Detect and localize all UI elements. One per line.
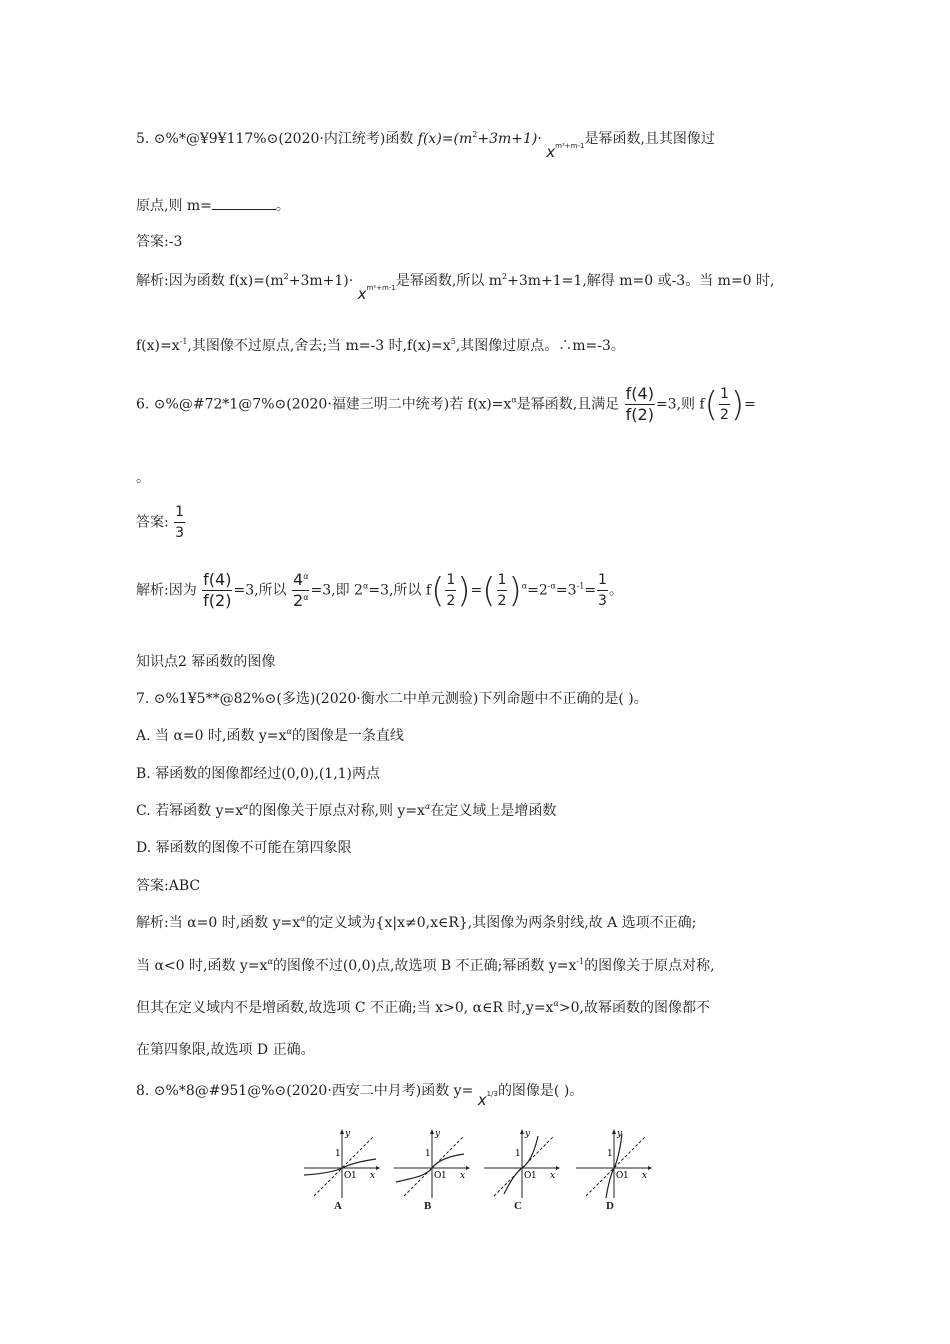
y-arrow bbox=[520, 1129, 524, 1134]
numerator bbox=[292, 570, 309, 591]
text: 解析:因为 bbox=[136, 582, 197, 599]
text: 当 α<0 时,函数 y=x bbox=[136, 958, 268, 974]
text: +3m+1)· bbox=[288, 273, 354, 289]
q5-analysis-2 bbox=[136, 336, 625, 356]
paren: ( bbox=[482, 570, 496, 611]
numerator: 1 bbox=[174, 502, 185, 523]
text: = bbox=[744, 396, 756, 413]
denominator bbox=[292, 591, 309, 611]
y-arrow bbox=[340, 1129, 344, 1134]
text: C. 若幂函数 y=x bbox=[136, 803, 244, 819]
text: 的图像关于原点对称,则 y=x bbox=[248, 803, 425, 819]
text: 的定义域为{x|x≠0,x∈R},其图像为两条射线,故 A 选项不正确; bbox=[305, 915, 697, 931]
sup: 2 bbox=[472, 130, 478, 139]
x-arrow bbox=[556, 1166, 560, 1170]
paren: ( bbox=[431, 570, 445, 611]
sup: 2 bbox=[502, 272, 508, 281]
text: =3,所以 f bbox=[368, 582, 432, 599]
period: 。 bbox=[275, 198, 290, 214]
q6-answer bbox=[136, 502, 186, 543]
q5-analysis-1 bbox=[136, 270, 775, 303]
denominator: 3 bbox=[175, 525, 185, 541]
exponent: m²+m-1 bbox=[366, 284, 396, 292]
answer-fraction bbox=[174, 502, 185, 543]
sup: α bbox=[303, 593, 309, 602]
fraction bbox=[292, 570, 309, 611]
tick-label: 1 bbox=[441, 1171, 447, 1181]
tick-label: 1 bbox=[607, 1149, 613, 1159]
q6-head: 6. ⊙%@#72*1@7%⊙(2020·福建三明二中统考)若 f(x)=x bbox=[136, 396, 512, 413]
denominator: 3 bbox=[598, 593, 607, 609]
sup: α bbox=[511, 395, 517, 405]
denominator: 2 bbox=[719, 407, 729, 423]
q6-line1 bbox=[136, 384, 756, 425]
tick-label: 1 bbox=[531, 1171, 537, 1181]
denominator: 2 bbox=[497, 593, 507, 609]
denominator: f(2) bbox=[625, 405, 654, 424]
sup: α bbox=[362, 581, 369, 591]
text: 的图像是( )。 bbox=[497, 1083, 584, 1099]
graph-option-b[interactable] bbox=[390, 1128, 470, 1218]
dashed-line bbox=[586, 1136, 646, 1196]
option-label: D bbox=[606, 1200, 614, 1212]
text: 的图像关于原点对称, bbox=[584, 958, 715, 974]
x-arrow bbox=[648, 1166, 652, 1170]
q7-analysis-3 bbox=[136, 998, 710, 1018]
text: +3m+1=1,解得 m=0 或-3。当 m=0 时, bbox=[507, 273, 775, 289]
numerator: 1 bbox=[497, 570, 508, 591]
text: 2 bbox=[293, 591, 304, 610]
q7-option-b[interactable]: B. 幂函数的图像都经过(0,0),(1,1)两点 bbox=[136, 766, 381, 782]
axis-label-y: y bbox=[345, 1129, 351, 1139]
q6-period: 。 bbox=[136, 470, 150, 486]
text: 4 bbox=[293, 570, 304, 589]
axis-label-y: y bbox=[617, 1129, 623, 1139]
q6-analysis bbox=[136, 570, 623, 611]
graph-a-svg bbox=[300, 1128, 380, 1200]
section-heading: 知识点2 幂函数的图像 bbox=[136, 654, 276, 670]
q5-power bbox=[546, 143, 584, 161]
origin-label: O bbox=[434, 1171, 442, 1181]
q5-ana-power bbox=[358, 285, 396, 303]
origin-label: O bbox=[616, 1171, 624, 1181]
text: =3,则 f bbox=[655, 396, 705, 413]
x-base: x bbox=[357, 285, 367, 303]
tick-label: 1 bbox=[515, 1149, 521, 1159]
paren: ) bbox=[457, 570, 471, 611]
paren: ) bbox=[730, 384, 745, 425]
q8-head bbox=[136, 1080, 584, 1109]
origin-label: O bbox=[344, 1171, 352, 1181]
denominator: f(2) bbox=[203, 591, 232, 610]
x-base: x bbox=[477, 1091, 487, 1109]
sup: α bbox=[286, 727, 292, 736]
q8-power bbox=[478, 1091, 498, 1109]
graph-c-svg bbox=[480, 1128, 560, 1200]
text: =2 bbox=[527, 582, 548, 599]
fraction bbox=[597, 570, 608, 611]
option-label: C bbox=[514, 1200, 522, 1212]
origin-label: O bbox=[524, 1171, 532, 1181]
tick-label: 1 bbox=[623, 1171, 629, 1181]
fraction bbox=[625, 384, 655, 425]
sup: α bbox=[303, 572, 309, 581]
text: 是幂函数,所以 m bbox=[395, 273, 503, 289]
text: 是幂函数,且满足 bbox=[516, 396, 620, 413]
text: = bbox=[584, 582, 597, 599]
q5-fx: f(x)=(m bbox=[417, 131, 473, 147]
sup: 5 bbox=[450, 337, 456, 346]
q8-graph-options bbox=[300, 1128, 652, 1218]
text: 在定义域上是增函数 bbox=[430, 803, 557, 819]
option-label: A bbox=[334, 1200, 342, 1212]
q7-analysis-1 bbox=[136, 913, 696, 933]
fraction bbox=[202, 570, 232, 611]
text: 解析:因为函数 f(x)=(m bbox=[136, 273, 284, 289]
dashed-line bbox=[314, 1136, 374, 1196]
paren: ) bbox=[508, 570, 522, 611]
sup: α bbox=[243, 802, 249, 811]
axis-label-y: y bbox=[525, 1129, 531, 1139]
text: ,其图像过原点。∴m=-3。 bbox=[455, 338, 625, 354]
graph-option-d[interactable] bbox=[572, 1128, 652, 1218]
x-arrow bbox=[376, 1166, 380, 1170]
fraction bbox=[719, 384, 730, 425]
text: =3,即 2 bbox=[310, 582, 363, 599]
q5-fx-tail: +3m+1)· bbox=[477, 131, 542, 147]
numerator: 1 bbox=[597, 570, 608, 591]
exponent: 1/3 bbox=[486, 1090, 498, 1098]
q7-answer: 答案:ABC bbox=[136, 878, 201, 894]
q5-head: 5. ⊙%*@¥9¥117%⊙(2020·内江统考)函数 bbox=[136, 131, 414, 147]
text: 但其在定义域内不是增函数,故选项 C 不正确;当 x>0, α∈R 时,y=x bbox=[136, 1000, 554, 1016]
text: f(x)=x bbox=[136, 338, 180, 354]
graph-option-a[interactable] bbox=[300, 1128, 380, 1218]
q7-head: 7. ⊙%1¥5**@82%⊙(多选)(2020·衡水二中单元测验)下列命题中不正确的是( )。 bbox=[136, 691, 648, 707]
text: = bbox=[470, 582, 483, 599]
tick-label: 1 bbox=[425, 1149, 431, 1159]
sup: α bbox=[267, 957, 273, 966]
axis-label-x: x bbox=[642, 1171, 648, 1181]
text: 的图像是一条直线 bbox=[291, 728, 404, 744]
sup: 2 bbox=[283, 272, 289, 281]
curve bbox=[304, 1159, 376, 1175]
y-arrow bbox=[612, 1129, 616, 1134]
text: >0,故幂函数的图像都不 bbox=[558, 1000, 710, 1016]
x-arrow bbox=[466, 1166, 470, 1170]
tick-label: 1 bbox=[335, 1149, 341, 1159]
sup: α bbox=[300, 914, 306, 923]
text: 。 bbox=[608, 582, 623, 599]
q7-option-d[interactable]: D. 幂函数的图像不可能在第四象限 bbox=[136, 840, 352, 856]
graph-d-svg bbox=[572, 1128, 652, 1200]
text: =3 bbox=[555, 582, 577, 599]
axis-label-x: x bbox=[460, 1171, 466, 1181]
axis-label-x: x bbox=[550, 1171, 556, 1181]
x-base: x bbox=[546, 143, 556, 161]
text: 的图像不过(0,0)点,故选项 B 不正确;幂函数 y=x bbox=[272, 958, 577, 974]
sup: -1 bbox=[179, 337, 188, 346]
q7-option-a[interactable] bbox=[136, 726, 404, 746]
numerator: 1 bbox=[445, 570, 456, 591]
paren: ( bbox=[704, 384, 718, 425]
fraction bbox=[497, 570, 508, 611]
denominator: 2 bbox=[446, 593, 456, 609]
numerator: f(4) bbox=[625, 384, 654, 403]
sup: α bbox=[424, 802, 431, 811]
axis-label-y: y bbox=[435, 1129, 441, 1139]
numerator: 1 bbox=[719, 384, 730, 405]
text: ,其图像不过原点,舍去;当 m=-3 时,f(x)=x bbox=[187, 338, 451, 354]
sup: -α bbox=[547, 581, 556, 591]
answer-blank[interactable] bbox=[212, 197, 276, 210]
option-label: B bbox=[424, 1200, 432, 1212]
q7-option-c[interactable] bbox=[136, 801, 556, 821]
curve bbox=[504, 1136, 538, 1194]
numerator: f(4) bbox=[203, 570, 232, 589]
q5-line1 bbox=[136, 128, 715, 161]
sup: -1 bbox=[576, 957, 585, 966]
exponent: m²+m-1 bbox=[555, 142, 585, 150]
q5-line2 bbox=[136, 196, 290, 216]
text: 解析:当 α=0 时,函数 y=x bbox=[136, 915, 301, 931]
sup: -1 bbox=[576, 581, 585, 591]
y-arrow bbox=[430, 1129, 434, 1134]
q7-analysis-4: 在第四象限,故选项 D 正确。 bbox=[136, 1042, 315, 1058]
sup: α bbox=[553, 999, 559, 1008]
q5-line2-text: 原点,则 m= bbox=[136, 198, 212, 214]
graph-b-svg bbox=[390, 1128, 470, 1200]
fraction bbox=[445, 570, 456, 611]
text: =3,所以 bbox=[233, 582, 287, 599]
answer-label: 答案: bbox=[136, 514, 169, 531]
text: 8. ⊙%*8@#951@%⊙(2020·西安二中月考)函数 y= bbox=[136, 1083, 474, 1099]
axis-label-x: x bbox=[370, 1171, 376, 1181]
graph-option-c[interactable] bbox=[480, 1128, 560, 1218]
q7-analysis-2 bbox=[136, 956, 715, 976]
q5-answer: 答案:-3 bbox=[136, 234, 183, 250]
sup: α bbox=[521, 581, 528, 591]
tick-label: 1 bbox=[351, 1171, 357, 1181]
text: A. 当 α=0 时,函数 y=x bbox=[136, 728, 287, 744]
q5-tail: 是幂函数,且其图像过 bbox=[584, 131, 715, 147]
